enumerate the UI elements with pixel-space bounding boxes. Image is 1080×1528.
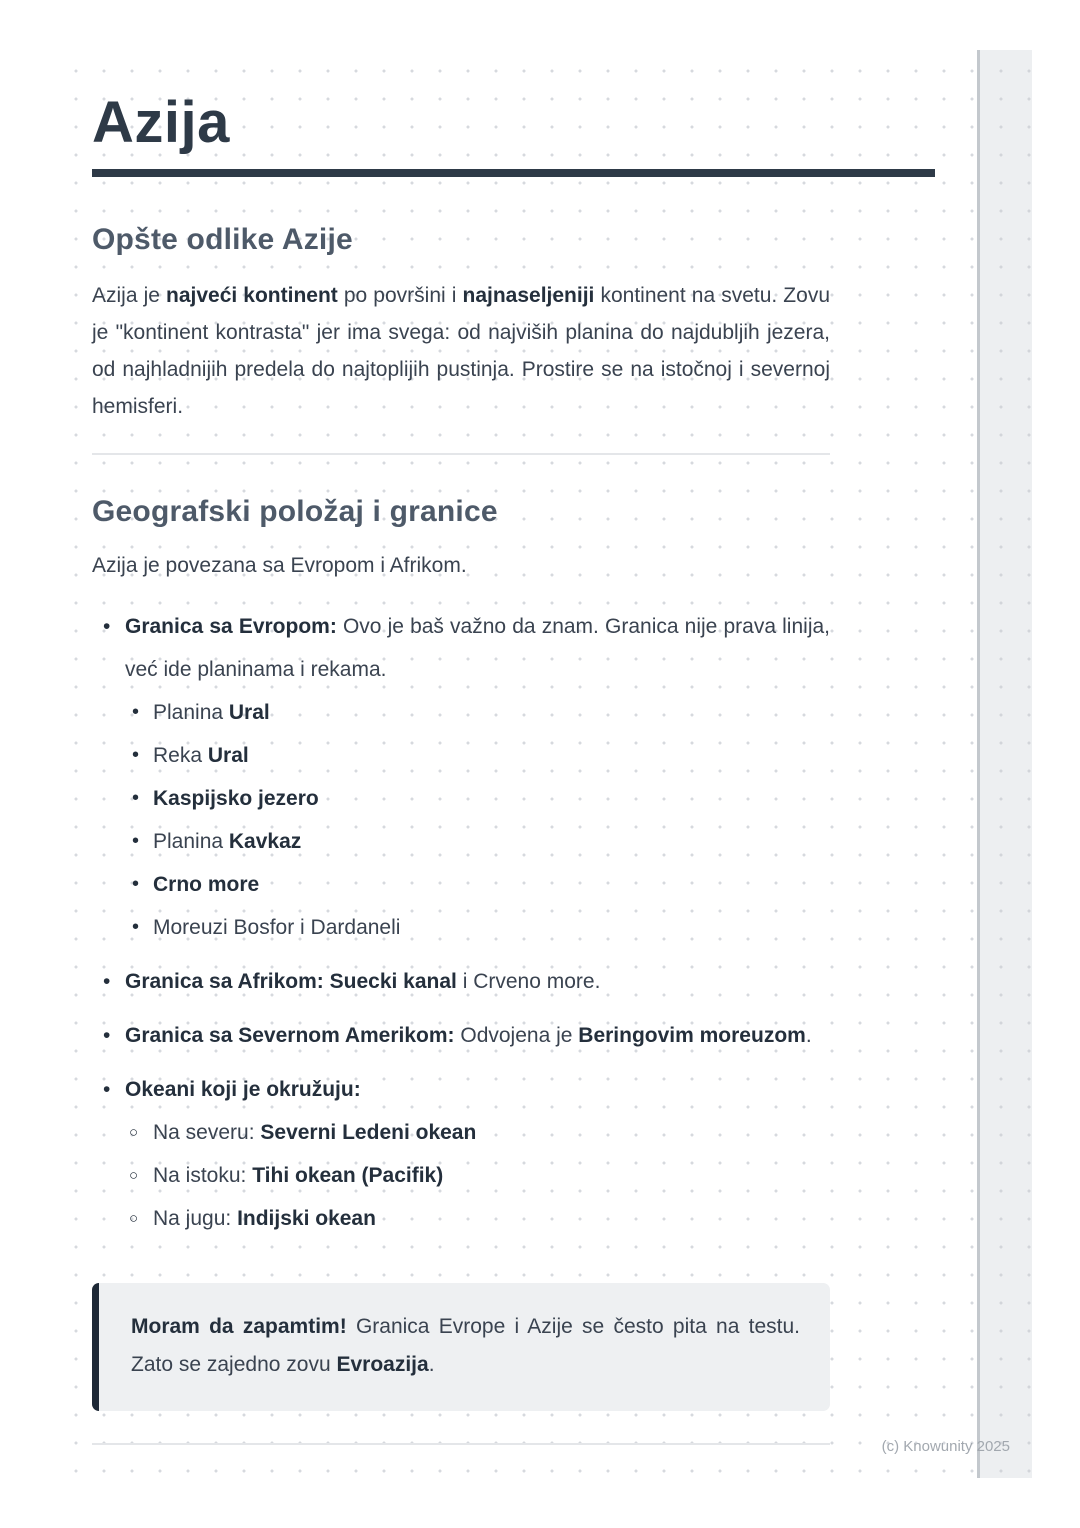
page-edge-strip: [977, 50, 1032, 1478]
footer-credit: (c) Knowunity 2025: [881, 1438, 1010, 1455]
section-heading-geo: Geografski položaj i granice: [92, 494, 498, 528]
list-item-ocean-east: ○ Na istoku: Tihi okean (Pacifik): [125, 1154, 830, 1197]
page-title: Azija: [92, 90, 230, 155]
list-item-reka-ural: • Reka Ural: [125, 734, 830, 777]
title-rule: [92, 169, 935, 177]
oceans-sublist: [125, 1111, 830, 1240]
section-divider-bottom: [92, 1443, 830, 1445]
oceans-heading-text: Okeani koji je okružuju:: [125, 1077, 361, 1101]
note-page-sheet: [55, 50, 977, 1478]
reminder-callout: [92, 1283, 830, 1411]
section-heading-general: Opšte odlike Azije: [92, 222, 353, 256]
list-item-border-europe: [92, 605, 830, 949]
border-europe-text: Granica sa Evropom: Ovo je baš važno da znam. Granica nije prava linija, već ide planinama i rekama.: [125, 614, 830, 681]
reminder-callout-text: Moram da zapamtim! Granica Evrope i Azije se često pita na testu. Zato se zajedno zovu Evroazija.: [131, 1314, 800, 1376]
list-item-ocean-north: ○ Na severu: Severni Ledeni okean: [125, 1111, 830, 1154]
list-item-crno-more: • Crno more: [125, 863, 830, 906]
section-divider-top: [92, 453, 830, 455]
general-paragraph: Azija je najveći kontinent po površini i najnaseljeniji kontinent na svetu. Zovu je "kontinent kontrasta" jer ima svega: od najviših planina do najdubljih jezera, od najhladnijih predela do najtoplijih pustinja. Prostire se na istočnoj i severnoj hemisferi.: [92, 283, 830, 418]
list-item-border-africa: • Granica sa Afrikom: Suecki kanal i Crveno more.: [92, 960, 830, 1003]
list-item-planina-ural: • Planina Ural: [125, 691, 830, 734]
list-item-ocean-south: ○ Na jugu: Indijski okean: [125, 1197, 830, 1240]
list-item-kaspijsko-jezero: • Kaspijsko jezero: [125, 777, 830, 820]
list-item-moreuzi: • Moreuzi Bosfor i Dardaneli: [125, 906, 830, 949]
list-item-planina-kavkaz: • Planina Kavkaz: [125, 820, 830, 863]
list-item-oceans: [92, 1068, 830, 1240]
note-content: [92, 50, 935, 1445]
list-item-border-north-america: • Granica sa Severnom Amerikom: Odvojena je Beringovim moreuzom.: [92, 1014, 830, 1057]
europe-border-sublist: [125, 691, 830, 949]
borders-list: [92, 605, 830, 1240]
geo-intro: Azija je povezana sa Evropom i Afrikom.: [92, 553, 467, 577]
